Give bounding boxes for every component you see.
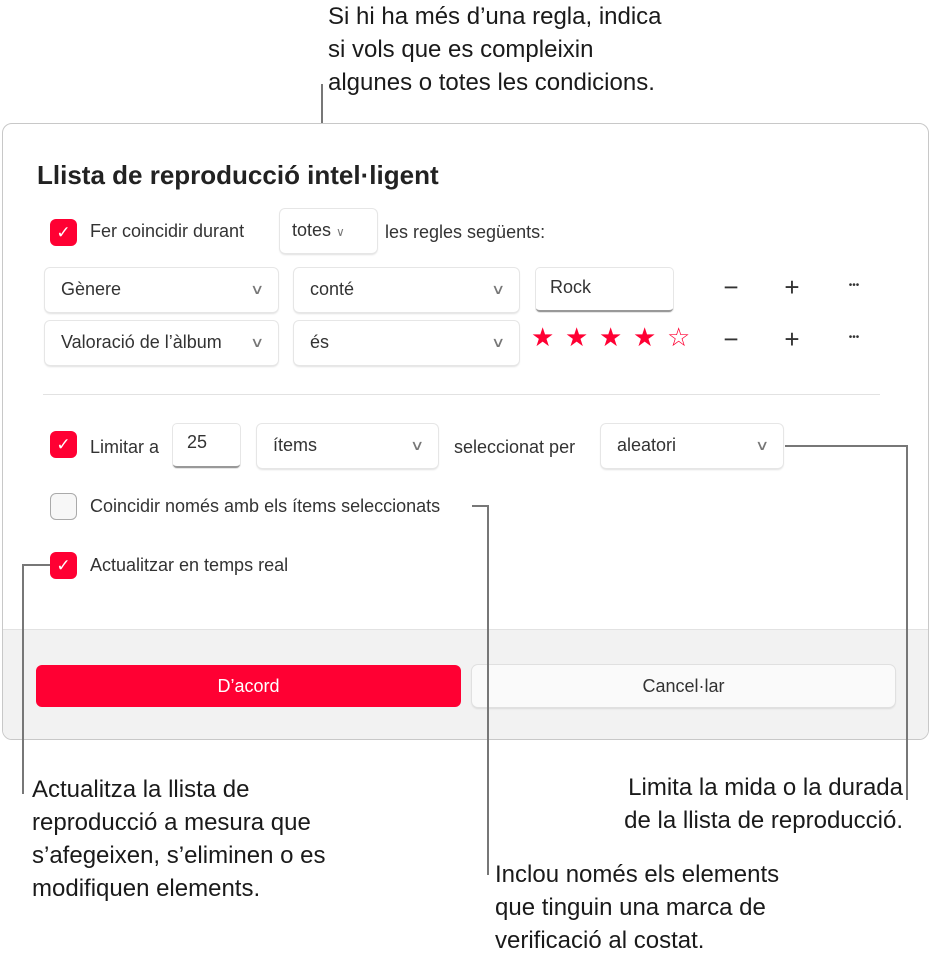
callout-line (22, 564, 24, 794)
limit-unit-popup[interactable] (257, 424, 438, 468)
rule-1-field-popup[interactable] (45, 268, 278, 312)
star-filled-icon[interactable]: ★ (565, 322, 589, 352)
rule-2-more-button[interactable]: ••• (848, 332, 860, 343)
separator (43, 394, 880, 395)
selected-by-popup[interactable] (601, 424, 783, 468)
callout-line (906, 445, 908, 800)
rule-2-operator: és (310, 332, 330, 352)
live-update-label: Actualitzar en temps real (90, 555, 289, 575)
limit-checkbox[interactable]: ✓ (50, 431, 77, 458)
match-checked-label: Coincidir només amb els ítems seleccionats (90, 496, 441, 516)
rule-2-field: Valoració de l’àlbum (61, 332, 222, 352)
chevron-down-icon: ∨ (490, 281, 506, 297)
match-checkbox[interactable]: ✓ (50, 219, 77, 246)
limit-unit: ítems (273, 435, 318, 455)
smart-playlist-dialog (2, 123, 929, 740)
rule-2-operator-popup[interactable] (294, 321, 519, 365)
chevron-down-icon: ∨ (249, 281, 265, 297)
chevron-down-icon: ∨ (490, 334, 506, 350)
callout-limit: Limita la mida o la durada de la llista de reproducció. (624, 774, 903, 834)
rule-1-operator-popup[interactable] (294, 268, 519, 312)
match-label: Fer coincidir durant (90, 221, 245, 241)
chevron-down-icon: ∨ (336, 225, 345, 239)
cancel-button[interactable]: Cancel·lar (472, 665, 895, 707)
limit-label: Limitar a (90, 437, 160, 457)
rule-1-more-button[interactable]: ••• (848, 280, 860, 291)
limit-value-input[interactable]: 25 (173, 424, 240, 468)
star-filled-icon[interactable]: ★ (599, 322, 623, 352)
rule-1-field: Gènere (61, 279, 122, 299)
rule-2-add-button[interactable]: + (784, 324, 800, 354)
callout-line (487, 505, 489, 875)
callout-line (22, 564, 50, 566)
match-checked-checkbox[interactable] (50, 493, 77, 520)
callout-match-checked: Inclou només els elements que tinguin una marca de verificació al costat. (495, 861, 780, 954)
callout-match-rules: Si hi ha més d’una regla, indica si vols que es compleixin algunes o totes les condicions. (328, 3, 662, 96)
chevron-down-icon: ∨ (409, 437, 425, 453)
selected-by-value: aleatori (617, 435, 677, 455)
rule-2-remove-button[interactable]: − (723, 324, 739, 354)
match-mode-popup[interactable] (280, 209, 377, 253)
ok-button[interactable]: D’acord (36, 665, 461, 707)
match-suffix: les regles següents: (385, 222, 546, 242)
chevron-down-icon: ∨ (754, 437, 770, 453)
rule-2-field-popup[interactable] (45, 321, 278, 365)
live-update-checkbox[interactable]: ✓ (50, 552, 77, 579)
chevron-down-icon: ∨ (249, 334, 265, 350)
rule-1-remove-button[interactable]: − (723, 272, 739, 302)
rule-1-value-input[interactable]: Rock (536, 268, 673, 312)
star-empty-icon[interactable]: ☆ (667, 322, 691, 352)
rule-1-add-button[interactable]: + (784, 272, 800, 302)
rule-1-operator: conté (310, 279, 355, 299)
selected-by-label: seleccionat per (454, 437, 576, 457)
star-filled-icon[interactable]: ★ (531, 322, 555, 352)
match-mode-value: totes (292, 220, 332, 240)
dialog-title: Llista de reproducció intel·ligent (37, 160, 439, 190)
star-filled-icon[interactable]: ★ (633, 322, 657, 352)
callout-line (785, 445, 908, 447)
callout-live-update: Actualitza la llista de reproducció a mesura que s’afegeixen, s’eliminen o es modifiquen elements. (32, 776, 326, 902)
